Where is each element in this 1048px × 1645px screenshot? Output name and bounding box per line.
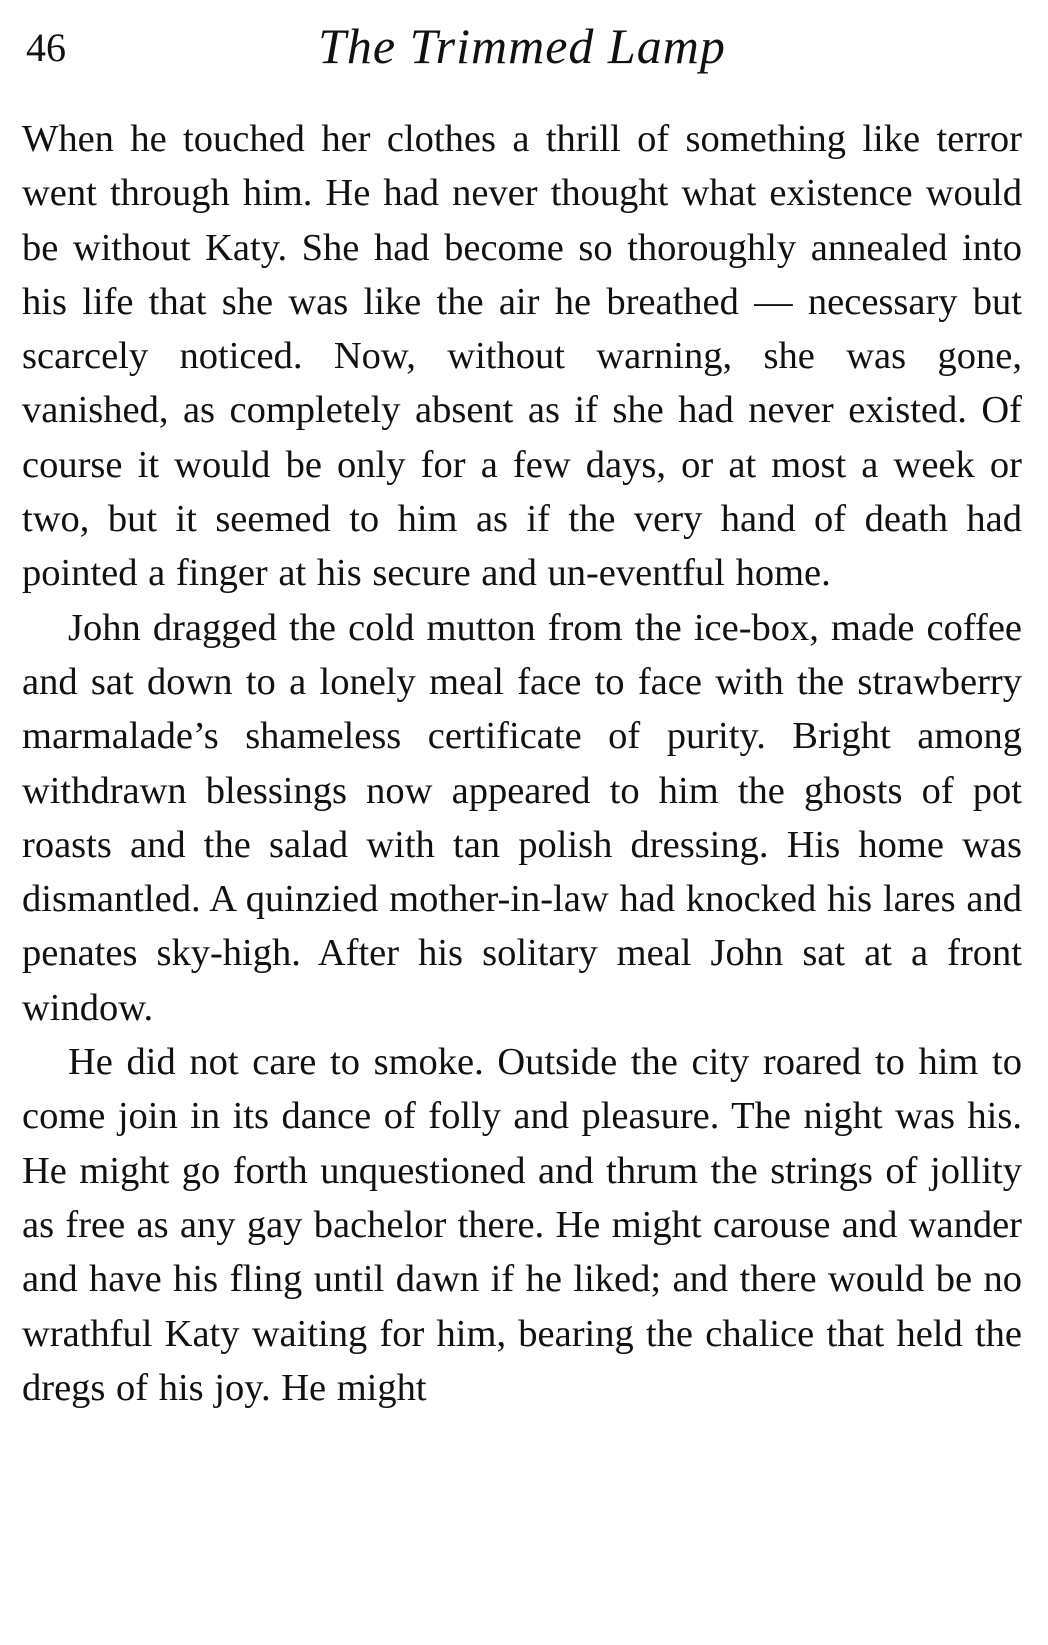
paragraph-2: John dragged the cold mutton from the ice-box, made coffee and sat down to a lonely meal face to face with the strawberry marmalade’s shameless certificate of purity. Bright among withdrawn blessings now appeared to him the ghosts of pot roasts and the salad with tan polish dressing. His home was dismantled. A quinzied mother-in-law had knocked his lares and penates sky-high. After his solitary meal John sat at a front window. — [22, 606, 1022, 1029]
paragraph-3: He did not care to smoke. Outside the city roared to him to come join in its dance of folly and pleasure. The night was his. He might go forth unquestioned and thrum the strings of jollity as free as any gay bachelor there. He might carouse and wander and have his fling until dawn if he liked; and there would be no wrathful Katy waiting for him, bearing the chalice that held the dregs of his joy. He might — [22, 1041, 1022, 1409]
page-number: 46 — [26, 25, 66, 70]
body-text — [22, 112, 1022, 1415]
running-title: The Trimmed Lamp — [318, 18, 726, 74]
paragraph-1: When he touched her clothes a thrill of something like terror went through him. He had never thought what existence would be without Katy. She had become so thoroughly annealed into his life that she was like the air he breathed — necessary but scarcely noticed. Now, without warning, she was gone, vanished, as completely absent as if she had never existed. Of course it would be only for a few days, or at most a week or two, but it seemed to him as if the very hand of death had pointed a finger at his secure and un-eventful home. — [22, 118, 1022, 595]
page-header — [22, 14, 1022, 76]
book-page — [22, 14, 1022, 1415]
